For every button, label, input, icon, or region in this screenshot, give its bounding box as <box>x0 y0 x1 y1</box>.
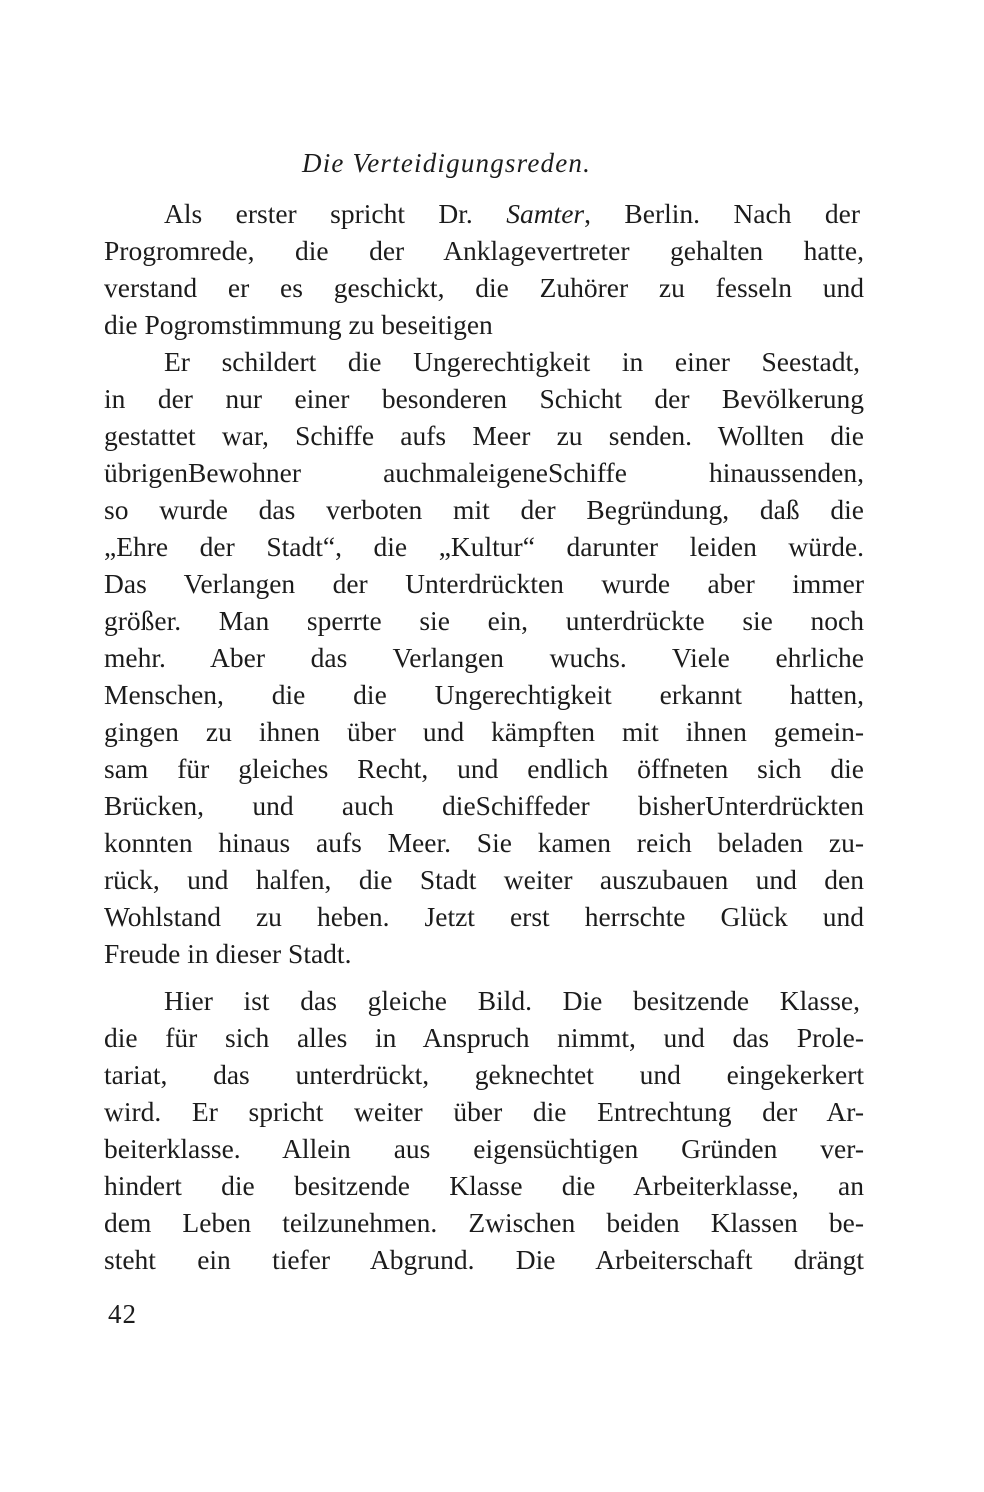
text-line: mehr. Aber das Verlangen wuchs. Viele ehrliche <box>104 642 864 673</box>
text-fragment: , Berlin. Nach der <box>584 198 860 229</box>
text-line: Brücken, und auch dieSchiffeder bisherUnterdrückten <box>104 790 864 821</box>
text-line <box>164 198 860 230</box>
text-line: verstand er es geschickt, die Zuhörer zu fesseln und <box>104 272 864 303</box>
speaker-name: Samter <box>506 198 585 229</box>
text-line: Hier ist das gleiche Bild. Die besitzende Klasse, <box>164 985 860 1016</box>
text-line: übrigenBewohner auchmaleigeneSchiffe hinaussenden, <box>104 457 864 488</box>
text-line: Progromrede, die der Anklagevertreter gehalten hatte, <box>104 235 864 266</box>
page-number: 42 <box>108 1299 137 1329</box>
text-line: rück, und halfen, die Stadt weiter auszubauen und den <box>104 864 864 895</box>
text-line: in der nur einer besonderen Schicht der Bevölkerung <box>104 383 864 414</box>
text-line: steht ein tiefer Abgrund. Die Arbeiterschaft drängt <box>104 1244 864 1275</box>
text-line: dem Leben teilzunehmen. Zwischen beiden Klassen be- <box>104 1207 864 1238</box>
text-line: wird. Er spricht weiter über die Entrechtung der Ar- <box>104 1096 864 1127</box>
text-line: konnten hinaus aufs Meer. Sie kamen reich beladen zu- <box>104 827 864 858</box>
text-line: Wohlstand zu heben. Jetzt erst herrschte Glück und <box>104 901 864 932</box>
text-line: gestattet war, Schiffe aufs Meer zu senden. Wollten die <box>104 420 864 451</box>
text-line: die Pogromstimmung zu beseitigen <box>104 309 493 340</box>
text-line: sam für gleiches Recht, und endlich öffneten sich die <box>104 753 864 784</box>
text-line: tariat, das unterdrückt, geknechtet und eingekerkert <box>104 1059 864 1090</box>
section-heading: Die Verteidigungsreden. <box>302 148 592 178</box>
text-line: „Ehre der Stadt“, die „Kultur“ darunter leiden würde. <box>104 531 864 562</box>
text-line: größer. Man sperrte sie ein, unterdrückte sie noch <box>104 605 864 636</box>
text-line: so wurde das verboten mit der Begründung, daß die <box>104 494 864 525</box>
text-line: gingen zu ihnen über und kämpften mit ihnen gemein- <box>104 716 864 747</box>
text-fragment: Als erster spricht Dr. <box>164 198 507 229</box>
text-line: Er schildert die Ungerechtigkeit in einer Seestadt, <box>164 346 860 377</box>
text-line: Menschen, die die Ungerechtigkeit erkannt hatten, <box>104 679 864 710</box>
text-line: Das Verlangen der Unterdrückten wurde aber immer <box>104 568 864 599</box>
text-line: Freude in dieser Stadt. <box>104 938 352 969</box>
text-line: beiterklasse. Allein aus eigensüchtigen Gründen ver- <box>104 1133 864 1164</box>
text-line: die für sich alles in Anspruch nimmt, und das Prole- <box>104 1022 864 1053</box>
text-line: hindert die besitzende Klasse die Arbeiterklasse, an <box>104 1170 864 1201</box>
